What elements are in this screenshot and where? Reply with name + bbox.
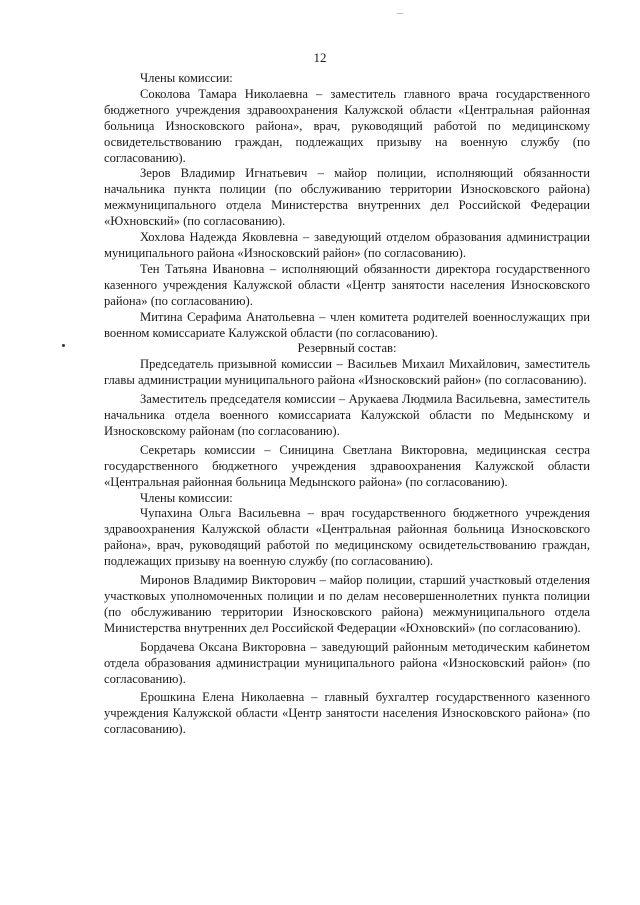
reserve-member-paragraph: Ерошкина Елена Николаевна – главный бухгалтер государственного казенного учреждения Калужской области «Центр занятости населения Износковского района» (по согласованию). xyxy=(104,690,590,737)
member-paragraph: Хохлова Надежда Яковлевна – заведующий отделом образования администрации муниципального района «Износковский район» (по согласованию). xyxy=(104,230,590,260)
reserve-member-paragraph: Миронов Владимир Викторович – майор полиции, старший участковый отделения участковых уполномоченных полиции и по делам несовершеннолетних пункта полиции (по обслуживанию территории Износковского района) межмуниципального отдела Министерства внутренних дел Российской Федерации «Юхновский» (по согласованию). xyxy=(104,573,590,635)
reserve-heading: Резервный состав: xyxy=(297,341,397,356)
member-paragraph: Зеров Владимир Игнатьевич – майор полиции, исполняющий обязанности начальника пункта полиции (по обслуживанию территории Износковского района) межмуниципального отдела Министерства внутренних дел Российской Федерации «Юхновский» (по согласованию). xyxy=(104,166,590,229)
member-paragraph: Соколова Тамара Николаевна – заместитель главного врача государственного бюджетного учреждения здравоохранения Калужской области «Центральная районная больница Износковского района», врач, руководящий работой по медицинскому освидетельствованию граждан, подлежащих призыву на военную службу (по согласованию). xyxy=(104,86,590,165)
document-body xyxy=(104,71,590,738)
scan-mark xyxy=(397,13,403,14)
reserve-leader-paragraph: Председатель призывной комиссии – Васильев Михаил Михайлович, заместитель главы администрации муниципального района «Износковский район» (по согласованию). xyxy=(104,357,590,388)
reserve-member-paragraph: Бордачева Оксана Викторовна – заведующий районным методическим кабинетом отдела образования администрации муниципального района «Износковский район» (по согласованию). xyxy=(104,639,590,686)
reserve-members-heading: Члены комиссии: xyxy=(140,490,233,505)
reserve-leader-paragraph: Секретарь комиссии – Синицина Светлана Викторовна, медицинская сестра государственного бюджетного учреждения здравоохранения Калужской области «Центральная районная больница Медынского района» (по согласованию). xyxy=(104,442,590,489)
member-paragraph: Тен Татьяна Ивановна – исполняющий обязанности директора государственного казенного учреждения Калужской области «Центр занятости населения Износковского района» (по согласованию). xyxy=(104,261,590,308)
reserve-member-paragraph: Чупахина Ольга Васильевна – врач государственного бюджетного учреждения здравоохранения Калужской области «Центральная районная больница Износковского района», врач, руководящий работой по медицинскому освидетельствованию граждан, подлежащих призыву на военную службу (по согласованию). xyxy=(104,506,590,569)
page-number: 12 xyxy=(313,50,327,65)
member-paragraph: Митина Серафима Анатольевна – член комитета родителей военнослужащих при военном комиссариате Калужской области (по согласованию). xyxy=(104,309,590,340)
margin-dot xyxy=(62,344,65,347)
reserve-leader-paragraph: Заместитель председателя комиссии – Арукаева Людмила Васильевна, заместитель начальника отдела военного комиссариата Калужской области по Медынскому и Износковскому районам (по согласованию). xyxy=(104,392,590,438)
members-heading: Члены комиссии: xyxy=(140,71,233,85)
